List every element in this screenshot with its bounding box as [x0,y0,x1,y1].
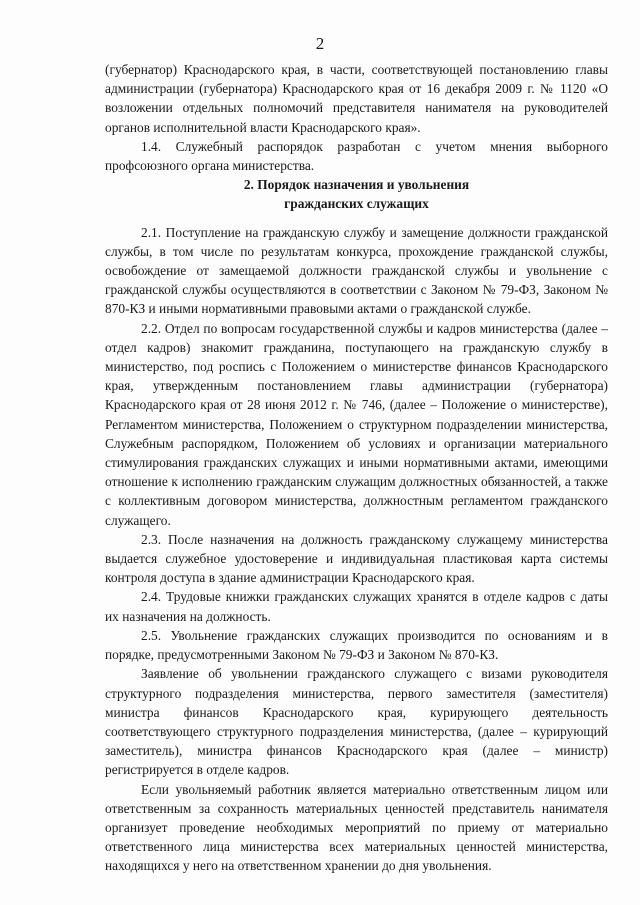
section-heading [105,175,608,213]
paragraph-resignation-statement: Заявление об увольнении гражданского служащего с визами руководителя структурного подразделения министерства, первого заместителя (заместителя) министра финансов Краснодарского края, курирующего деятельность соответствующего структурного подразделения министерства, (далее – курирующий заместитель), министра финансов Краснодарского края (далее – министр) регистрируется в отделе кадров. [105,666,608,778]
paragraph-2-5: 2.5. Увольнение гражданских служащих производится по основаниям и в порядке, предусмотренными Законом № 79-ФЗ и Законом № 870-КЗ. [105,627,608,663]
paragraph-material-responsibility: Если увольняемый работник является материально ответственным лицом или ответственным за сохранность материальных ценностей представитель нанимателя организует проведение необходимых мероприятий по приему от материально ответственного лица министерства всех материальных ценностей министерства, находящихся у него на ответственном хранении до дня увольнения. [105,781,608,874]
paragraph-1-4: 1.4. Служебный распорядок разработан с учетом мнения выборного профсоюзного органа министерства. [105,138,608,174]
paragraph-2-4: 2.4. Трудовые книжки гражданских служащих хранятся в отделе кадров с даты их назначения на должность. [105,589,608,624]
section-heading-line-2: гражданских служащих [284,196,429,212]
section-heading-line-1: 2. Порядок назначения и увольнения [243,177,470,193]
paragraph-continuation: (губернатор) Краснодарского края, в части, соответствующей постановлению главы администрации (губернатора) Краснодарского края от 16 декабря 2009 г. № 1120 «О возложении отдельных полномочий представителя нанимателя на руководителей органов исполнительной власти Краснодарского края». [105,62,608,135]
paragraph-2-3: 2.3. После назначения на должность гражданскому служащему министерства выдается служебное удостоверение и индивидуальная пластиковая карта системы контроля доступа в здание администрации Краснодарского края. [105,531,608,586]
paragraph-2-2: 2.2. Отдел по вопросам государственной службы и кадров министерства (далее – отдел кадров) знакомит гражданина, поступающего на гражданскую службу в министерство, под роспись с Положением о министерстве финансов Краснодарского края, утвержденным постановлением главы администрации (губернатора) Краснодарского края от 28 июня 2012 г. № 746, (далее – Положение о министерстве), Регламентом министерства, Положением о структурном подразделении министерства, Служебным распорядком, Положением об условиях и организации материального стимулирования гражданских служащих и иными нормативными актами, имеющими отношение к исполнению гражданским служащим должностных обязанностей, а также с коллективным договором министерства, должностным регламентом гражданского служащего. [105,320,608,528]
document-body [105,60,608,876]
paragraph-2-1: 2.1. Поступление на гражданскую службу и замещение должности гражданской службы, в том числе по результатам конкурса, прохождение гражданской службы, освобождение от замещаемой должности гражданской службы и увольнение с гражданской службы осуществляются в соответствии с Законом № 79-ФЗ, Законом № 870-КЗ и иными нормативными правовыми актами о гражданской службе. [105,224,608,317]
page-number: 2 [315,34,325,53]
